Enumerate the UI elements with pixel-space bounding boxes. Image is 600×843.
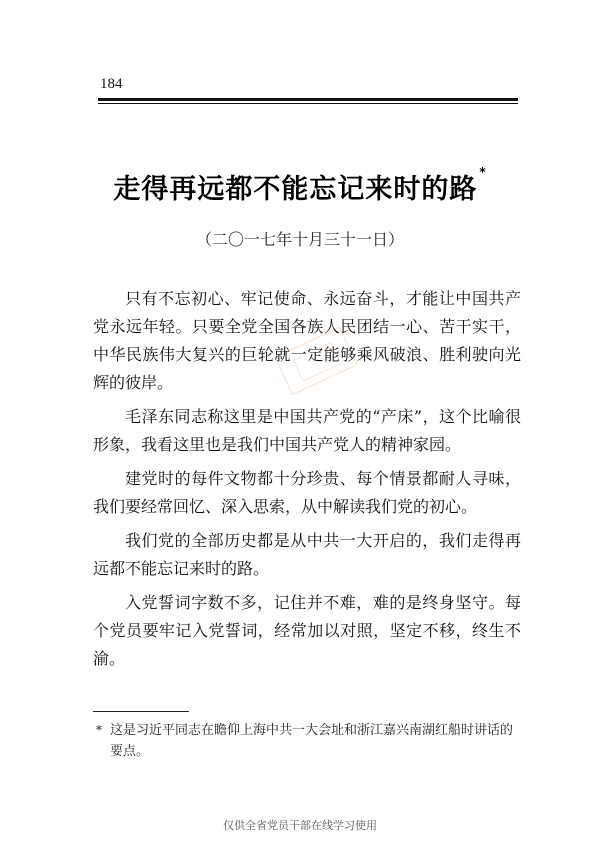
paragraph: 只有不忘初心、牢记使命、永远奋斗，才能让中国共产党永远年轻。只要全党全国各族人民团结一心、苦干实干，中华民族伟大复兴的巨轮就一定能够乘风破浪、胜利驶向光辉的彼岸。 <box>93 289 521 392</box>
title-text: 走得再远都不能忘记来时的路 <box>113 174 478 205</box>
footnote-text: 这是习近平同志在瞻仰上海中共一大会址和浙江嘉兴南湖红船时讲话的要点。 <box>110 723 514 759</box>
page-number: 184 <box>100 76 123 92</box>
header-rule-thick <box>98 98 518 101</box>
footnote-mark: * <box>96 723 102 737</box>
paragraph: 入党誓词字数不多，记住并不难，难的是终身坚守。每个党员要牢记入党誓词，经常加以对照，坚定不移，终生不渝。 <box>93 593 521 668</box>
page-title <box>0 167 600 206</box>
watermark-notice: 仅供全省党员干部在线学习使用 <box>223 819 377 832</box>
header-rule-thin <box>98 103 518 104</box>
paragraph: 毛泽东同志称这里是中国共产党的“产床”，这个比喻很形象，我看这里也是我们中国共产党人的精神家园。 <box>93 407 521 454</box>
body-text <box>93 285 521 679</box>
title-footnote-mark: * <box>479 165 487 179</box>
footnote <box>96 720 520 762</box>
paragraph: 我们党的全部历史都是从中共一大开启的，我们走得再远都不能忘记来时的路。 <box>93 531 521 578</box>
date-line: （二〇一七年十月三十一日） <box>195 230 404 249</box>
footnote-divider <box>93 711 189 712</box>
paragraph: 建党时的每件文物都十分珍贵、每个情景都耐人寻味，我们要经常回忆、深入思索，从中解读我们党的初心。 <box>93 469 521 516</box>
